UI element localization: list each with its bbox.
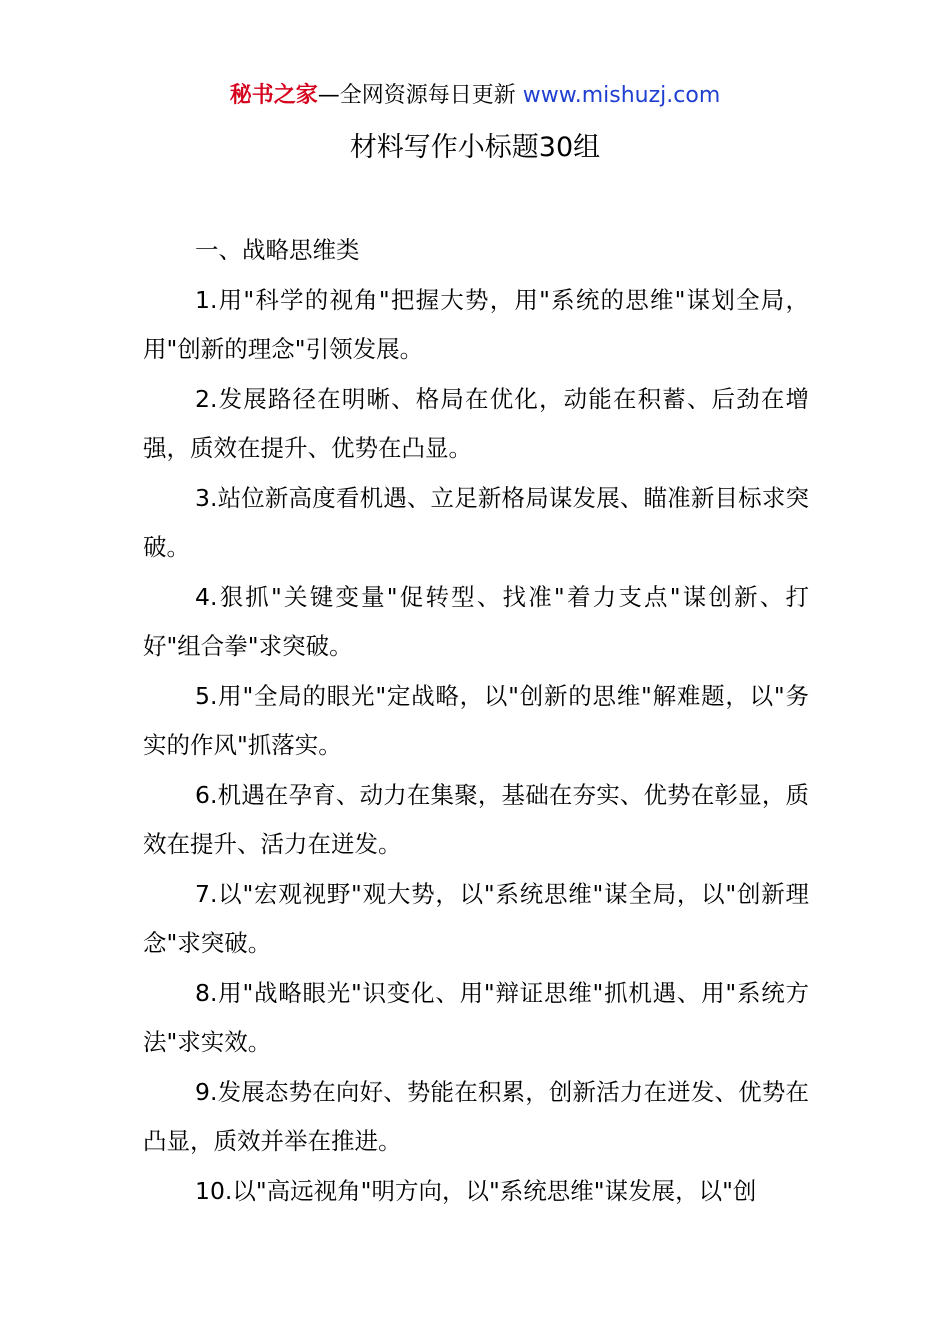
site-brand: 秘书之家 — [229, 83, 318, 108]
list-item: 5.用"全局的眼光"定战略，以"创新的思维"解难题，以"务实的作风"抓落实。 — [143, 681, 809, 759]
list-item: 2.发展路径在明晰、格局在优化，动能在积蓄、后劲在增强，质效在提升、优势在凸显。 — [143, 384, 809, 462]
page-title: 材料写作小标题30组 — [349, 132, 601, 163]
list-item: 3.站位新高度看机遇、立足新格局谋发展、瞄准新目标求突破。 — [143, 483, 809, 561]
section-heading: 一、战略思维类 — [195, 236, 360, 264]
list-item: 1.用"科学的视角"把握大势，用"系统的思维"谋划全局，用"创新的理念"引领发展。 — [143, 285, 809, 363]
site-tagline: —全网资源每日更新 — [317, 83, 523, 108]
list-item: 4.狠抓"关键变量"促转型、找准"着力支点"谋创新、打好"组合拳"求突破。 — [143, 582, 809, 660]
list-item: 6.机遇在孕育、动力在集聚，基础在夯实、优势在彰显，质效在提升、活力在迸发。 — [143, 780, 809, 858]
list-item: 7.以"宏观视野"观大势，以"系统思维"谋全局，以"创新理念"求突破。 — [143, 879, 809, 957]
document-body — [143, 226, 809, 1216]
list-item: 9.发展态势在向好、势能在积累，创新活力在迸发、优势在凸显，质效并举在推进。 — [143, 1077, 809, 1155]
site-url-link[interactable]: www.mishuzj.com — [522, 83, 721, 108]
site-header — [0, 80, 950, 112]
list-item: 10.以"高远视角"明方向，以"系统思维"谋发展，以"创 — [195, 1176, 757, 1205]
list-item: 8.用"战略眼光"识变化、用"辩证思维"抓机遇、用"系统方法"求实效。 — [143, 978, 809, 1056]
